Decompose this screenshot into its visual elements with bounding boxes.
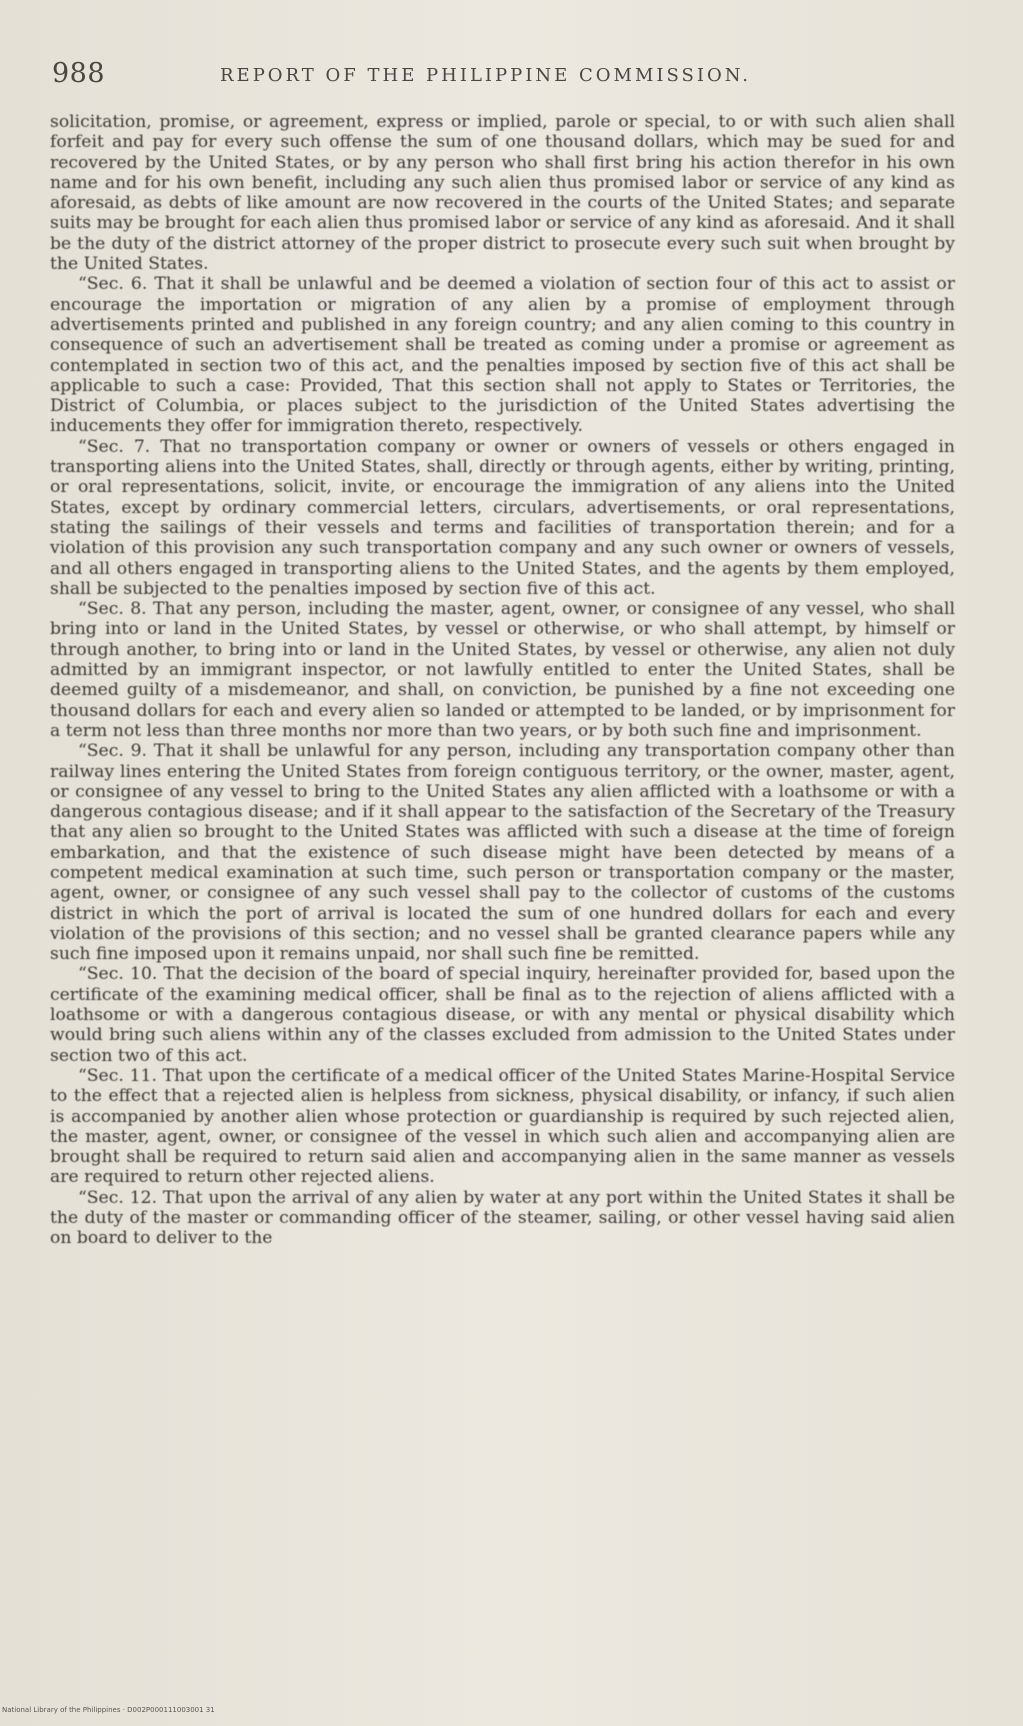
running-head: REPORT OF THE PHILIPPINE COMMISSION. bbox=[220, 65, 752, 86]
paragraph-continuation: solicitation, promise, or agreement, express or implied, parole or special, to or with such alien shall forfeit and pay for every such offense the sum of one thousand dollars, which may be sued for and recovered by the United States, or by any person who shall first bring his action therefor in his own name and for his own benefit, including any such alien thus promised labor or service of any kind as aforesaid, as debts of like amount are now recovered in the courts of the United States; and separate suits may be brought for each alien thus promised labor or service of any kind as aforesaid. And it shall be the duty of the district attorney of the proper district to prosecute every such suit when brought by the United States. bbox=[50, 112, 955, 275]
page-number: 988 bbox=[52, 58, 106, 89]
paragraph-sec-10: “Sec. 10. That the decision of the board of special inquiry, hereinafter provided for, based upon the certificate of the examining medical officer, shall be final as to the rejection of aliens afflicted with a loathsome or with a dangerous contagious disease, or with any mental or physical disability which would bring such aliens within any of the classes excluded from admission to the United States under section two of this act. bbox=[50, 964, 955, 1066]
archive-footer: National Library of the Philippines · D002P000111003001 31 bbox=[2, 1706, 215, 1714]
paragraph-sec-6: “Sec. 6. That it shall be unlawful and be deemed a violation of section four of this act to assist or encourage the importation or migration of any alien by a promise of employment through advertisements printed and published in any foreign country; and any alien coming to this country in consequence of such an advertisement shall be treated as coming under a promise or agreement as contemplated in section two of this act, and the penalties imposed by section five of this act shall be applicable to such a case: Provided, That this section shall not apply to States or Territories, the District of Columbia, or places subject to the jurisdiction of the United States advertising the inducements they offer for immigration thereto, respectively. bbox=[50, 274, 955, 437]
paragraph-sec-11: “Sec. 11. That upon the certificate of a medical officer of the United States Marine-Hospital Service to the effect that a rejected alien is helpless from sickness, physical disability, or infancy, if such alien is accompanied by another alien whose protection or guardianship is required by such rejected alien, the master, agent, owner, or consignee of the vessel in which such alien and accompanying alien are brought shall be required to return said alien and accompanying alien in the same manner as vessels are required to return other rejected aliens. bbox=[50, 1065, 955, 1188]
paragraph-sec-12: “Sec. 12. That upon the arrival of any alien by water at any port within the United States it shall be the duty of the master or commanding officer of the steamer, sailing, or other vessel having said alien on board to deliver to the bbox=[50, 1187, 955, 1249]
body-text bbox=[50, 112, 955, 1249]
paragraph-sec-9: “Sec. 9. That it shall be unlawful for any person, including any transportation company other than railway lines entering the United States from foreign contiguous territory, or the owner, master, agent, or consignee of any vessel to bring to the United States any alien afflicted with a loathsome or with a dangerous contagious disease; and if it shall appear to the satisfaction of the Secretary of the Treasury that any alien so brought to the United States was afflicted with such a disease at the time of foreign embarkation, and that the existence of such disease might have been detected by means of a competent medical examination at such time, such person or transportation company or the master, agent, owner, or consignee of any such vessel shall pay to the collector of customs of the customs district in which the port of arrival is located the sum of one hundred dollars for each and every violation of the provisions of this section; and no vessel shall be granted clearance papers while any such fine imposed upon it remains unpaid, nor shall such fine be remitted. bbox=[50, 741, 955, 965]
paragraph-sec-7: “Sec. 7. That no transportation company or owner or owners of vessels or others engaged in transporting aliens into the United States, shall, directly or through agents, either by writing, printing, or oral representations, solicit, invite, or encourage the immigration of any aliens into the United States, except by ordinary commercial letters, circulars, advertisements, or oral representations, stating the sailings of their vessels and terms and facilities of transportation therein; and for a violation of this provision any such transportation company and any such owner or owners of vessels, and all others engaged in transporting aliens to the United States, and the agents by them employed, shall be subjected to the penalties imposed by section five of this act. bbox=[50, 436, 955, 599]
paragraph-sec-8: “Sec. 8. That any person, including the master, agent, owner, or consignee of any vessel, who shall bring into or land in the United States, by vessel or otherwise, or who shall attempt, by himself or through another, to bring into or land in the United States, by vessel or otherwise, any alien not duly admitted by an immigrant inspector, or not lawfully entitled to enter the United States, shall be deemed guilty of a misdemeanor, and shall, on conviction, be punished by a fine not exceeding one thousand dollars for each and every alien so landed or attempted to be landed, or by imprisonment for a term not less than three months nor more than two years, or by both such fine and imprisonment. bbox=[50, 599, 955, 741]
page-header bbox=[52, 56, 972, 96]
